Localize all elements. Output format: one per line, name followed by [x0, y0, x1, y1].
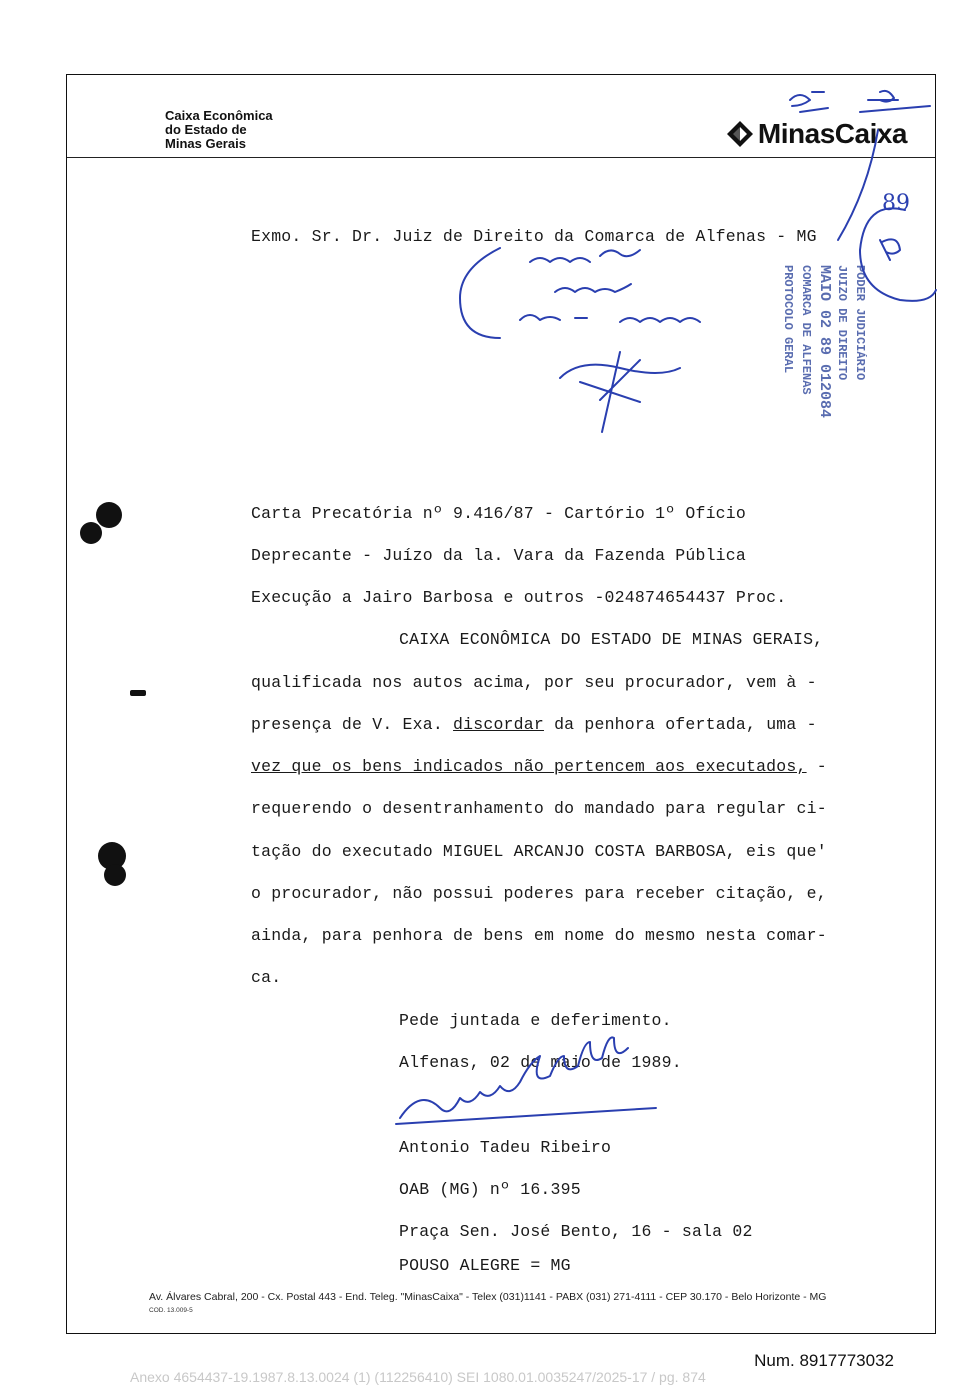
- annex-reference: Anexo 4654437-19.1987.8.13.0024 (1) (112256410) SEI 1080.01.0035247/2025-17 / pg. 874: [130, 1369, 706, 1385]
- dispatch-signature: [560, 352, 680, 432]
- oab-number: OAB (MG) nº 16.395: [399, 1180, 581, 1199]
- body-line-1: CAIXA ECONÔMICA DO ESTADO DE MINAS GERAIS,: [399, 630, 824, 649]
- body-line-3-start: presença de V. Exa.: [251, 715, 454, 734]
- body-line-6: tação do executado MIGUEL ARCANJO COSTA BARBOSA, eis que': [251, 842, 827, 861]
- org-name-line-2: do Estado de: [165, 122, 247, 137]
- place-date: Alfenas, 02 de maio de 1989.: [399, 1053, 682, 1072]
- stamp-line-3: MAIO 02 89 012084: [816, 265, 833, 419]
- body-line-4-underlined: vez que os bens indicados não pertencem aos executados,: [251, 757, 807, 776]
- dispatch-scrawl: [530, 250, 640, 262]
- body-line-3-end: da penhora ofertada, uma -: [543, 715, 817, 734]
- document-number: Num. 8917773032: [754, 1351, 894, 1370]
- body-line-4-end: -: [806, 757, 827, 776]
- signature-stroke: [396, 1037, 656, 1124]
- margin-mark-top: [790, 92, 828, 112]
- body-line-5: requerendo o desentranhamento do mandado para regular ci-: [251, 799, 827, 818]
- dispatch-scrawl-3: [520, 315, 700, 322]
- punch-hole-4: [104, 864, 126, 886]
- reference-line-2: Deprecante - Juízo da la. Vara da Fazenda Pública: [251, 546, 746, 565]
- stamp-line-4: COMARCA DE ALFENAS: [799, 265, 813, 395]
- reference-line-1: Carta Precatória nº 9.416/87 - Cartório 1º Ofício: [251, 504, 746, 523]
- body-line-3-underlined: discordar: [453, 715, 544, 734]
- signer-city: POUSO ALEGRE = MG: [399, 1256, 571, 1275]
- body-line-8: ainda, para penhora de bens em nome do mesmo nesta comar-: [251, 926, 827, 945]
- punch-hole-1: [96, 502, 122, 528]
- org-name-line-3: Minas Gerais: [165, 136, 246, 151]
- body-line-2: qualificada nos autos acima, por seu procurador, vem à -: [251, 673, 817, 692]
- dispatch-scrawl-2: [555, 284, 631, 292]
- stamp-line-2: JUIZO DE DIREITO: [835, 265, 849, 381]
- org-name-line-1: Caixa Econômica: [165, 108, 273, 123]
- brand-name: MinasCaixa: [757, 118, 907, 149]
- long-stroke: [838, 130, 878, 240]
- margin-mark-top-right: [860, 91, 930, 112]
- signer-name: Antonio Tadeu Ribeiro: [399, 1138, 612, 1157]
- stamp-line-5: PROTOCOLO GERAL: [781, 265, 795, 374]
- p-mark: [880, 239, 900, 260]
- margin-page-number: 89: [882, 191, 910, 216]
- closing-request: Pede juntada e deferimento.: [399, 1011, 672, 1030]
- punch-hole-2: [80, 522, 102, 544]
- body-line-9: ca.: [251, 968, 282, 987]
- body-line-7: o procurador, não possui poderes para receber citação, e,: [251, 884, 827, 903]
- footer-address: Av. Álvares Cabral, 200 - Cx. Postal 443 - End. Teleg. "MinasCaixa" - Telex (031)1141 - PABX (031) 271-4111 - CEP 30.170 - Belo Horizonte - MG: [149, 1291, 827, 1303]
- scan-speck: [130, 690, 146, 696]
- addressee-line: Exmo. Sr. Dr. Juiz de Direito da Comarca de Alfenas - MG: [251, 227, 817, 246]
- form-code: COD. 13.009-5: [149, 1307, 193, 1314]
- dispatch-bracket: [460, 248, 500, 338]
- reference-line-3: Execução a Jairo Barbosa e outros -024874654437 Proc.: [251, 588, 787, 607]
- circle-mark: [860, 208, 936, 301]
- signer-address: Praça Sen. José Bento, 16 - sala 02: [399, 1222, 753, 1241]
- stamp-line-1: PODER JUDICIÁRIO: [853, 265, 867, 381]
